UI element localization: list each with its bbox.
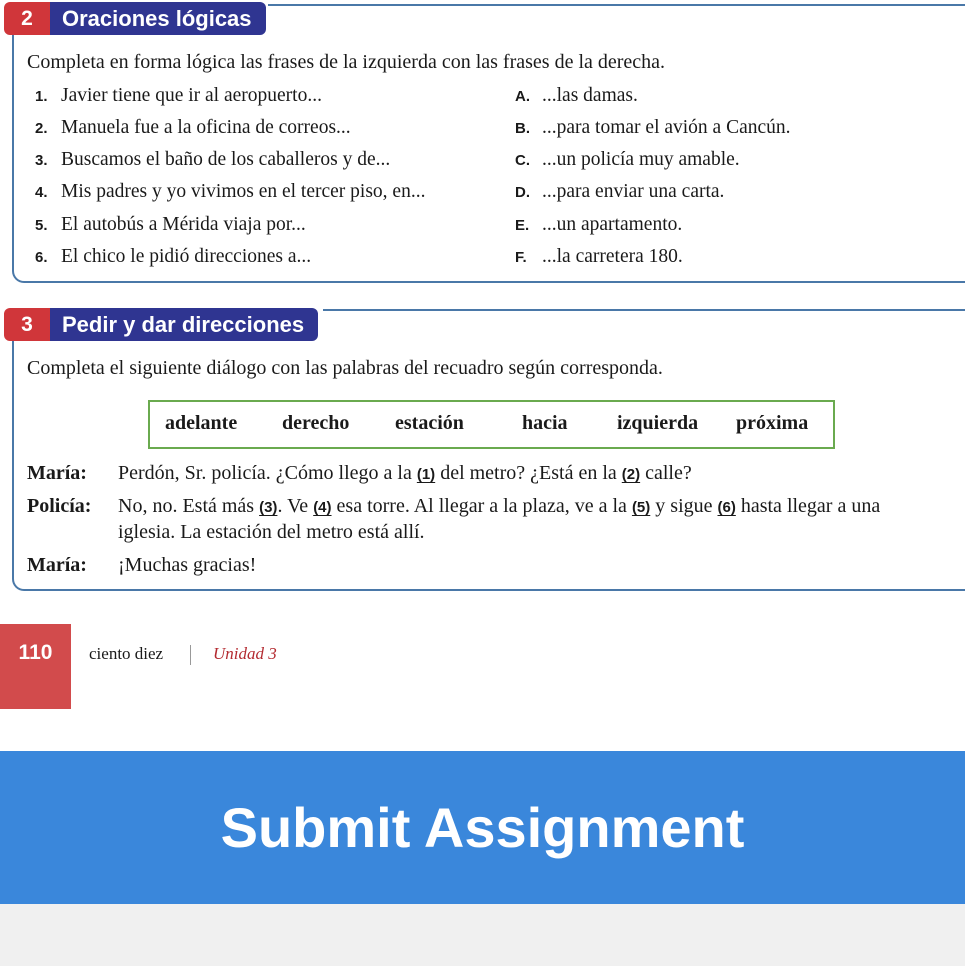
dialogue-text: esa torre. Al llegar a la plaza, ve a la [331, 495, 632, 517]
dialogue-text: y sigue [650, 495, 718, 517]
dialogue-line-3: ¡Muchas gracias! [118, 554, 257, 576]
item-letter: D. [515, 184, 530, 201]
item-text: El chico le pidió direcciones a... [61, 246, 312, 267]
submit-assignment-button[interactable]: Submit Assignment [0, 751, 965, 904]
dialogue-text: Perdón, Sr. policía. ¿Cómo llego a la [118, 462, 417, 484]
section-3-header [4, 308, 318, 341]
item-text: ...para enviar una carta. [542, 181, 725, 202]
right-item-f [515, 246, 683, 268]
item-number: 5. [35, 217, 48, 234]
unit-label: Unidad 3 [213, 644, 277, 663]
blank-6: (6) [717, 499, 736, 516]
item-letter: C. [515, 152, 530, 169]
right-item-c [515, 149, 740, 171]
left-item-4 [35, 181, 425, 203]
dialogue-text: calle? [640, 462, 692, 484]
left-item-2 [35, 117, 351, 139]
blank-1: (1) [416, 466, 436, 483]
right-item-b [515, 117, 791, 139]
left-item-5 [35, 214, 306, 236]
section-3-top-border [323, 309, 965, 311]
item-text: ...un apartamento. [542, 214, 683, 235]
item-number: 1. [35, 88, 48, 105]
item-number: 3. [35, 152, 48, 169]
dialogue-line-1 [118, 462, 692, 485]
left-item-6 [35, 246, 311, 268]
item-text: El autobús a Mérida viaja por... [61, 214, 306, 235]
blank-5: (5) [631, 499, 651, 516]
item-text: Buscamos el baño de los caballeros y de... [61, 149, 391, 170]
item-text: ...para tomar el avión a Cancún. [542, 117, 791, 138]
section-2-title: Oraciones lógicas [50, 2, 266, 35]
left-item-3 [35, 149, 390, 171]
dialogue-line-2 [118, 495, 880, 518]
dialogue-text: hasta llegar a una [735, 495, 881, 517]
right-item-d [515, 181, 724, 203]
item-text: Manuela fue a la oficina de correos... [61, 117, 351, 138]
section-2-frame [12, 4, 965, 283]
page-text: ciento diez [89, 644, 164, 663]
speaker-maria-2: María: [27, 554, 87, 576]
page-footer-bar [0, 904, 965, 966]
word-bank-item: derecho [282, 412, 350, 434]
left-item-1 [35, 85, 322, 107]
item-text: ...un policía muy amable. [542, 149, 740, 170]
word-bank-item: hacia [522, 412, 568, 434]
dialogue-text: . Ve [277, 495, 314, 517]
word-bank-item: estación [395, 412, 464, 434]
page-number: 110 [0, 624, 71, 709]
page-separator [190, 645, 191, 665]
right-item-a [515, 85, 638, 107]
word-bank-item: izquierda [617, 412, 699, 434]
speaker-policia: Policía: [27, 495, 92, 517]
section-3-title: Pedir y dar direcciones [50, 308, 318, 341]
section-2-instruction: Completa en forma lógica las frases de la izquierda con las frases de la derecha. [27, 51, 666, 73]
blank-3: (3) [259, 499, 278, 516]
section-3-number: 3 [4, 308, 50, 341]
item-text: Mis padres y yo vivimos en el tercer piso, en... [61, 181, 426, 202]
dialogue-line-2-cont: iglesia. La estación del metro está allí. [118, 521, 425, 543]
section-2-number: 2 [4, 2, 50, 35]
word-bank [148, 400, 835, 449]
section-2-header [4, 2, 266, 35]
item-number: 2. [35, 120, 48, 137]
section-3-frame [12, 309, 965, 591]
word-bank-item: adelante [165, 412, 238, 434]
dialogue-text: del metro? ¿Está en la [435, 462, 622, 484]
item-letter: E. [515, 217, 530, 234]
blank-4: (4) [313, 499, 332, 516]
speaker-maria-1: María: [27, 462, 87, 484]
right-item-e [515, 214, 682, 236]
item-text: Javier tiene que ir al aeropuerto... [61, 85, 322, 106]
item-number: 4. [35, 184, 48, 201]
blank-2: (2) [621, 466, 641, 483]
item-letter: B. [515, 120, 530, 137]
dialogue-text: No, no. Está más [118, 495, 260, 517]
item-number: 6. [35, 249, 48, 266]
section-2-top-border [268, 4, 965, 6]
section-3-instruction: Completa el siguiente diálogo con las palabras del recuadro según corresponda. [27, 357, 663, 379]
item-letter: F. [515, 249, 527, 266]
item-letter: A. [515, 88, 530, 105]
item-text: ...las damas. [542, 85, 638, 106]
item-text: ...la carretera 180. [542, 246, 683, 267]
word-bank-item: próxima [736, 412, 809, 434]
